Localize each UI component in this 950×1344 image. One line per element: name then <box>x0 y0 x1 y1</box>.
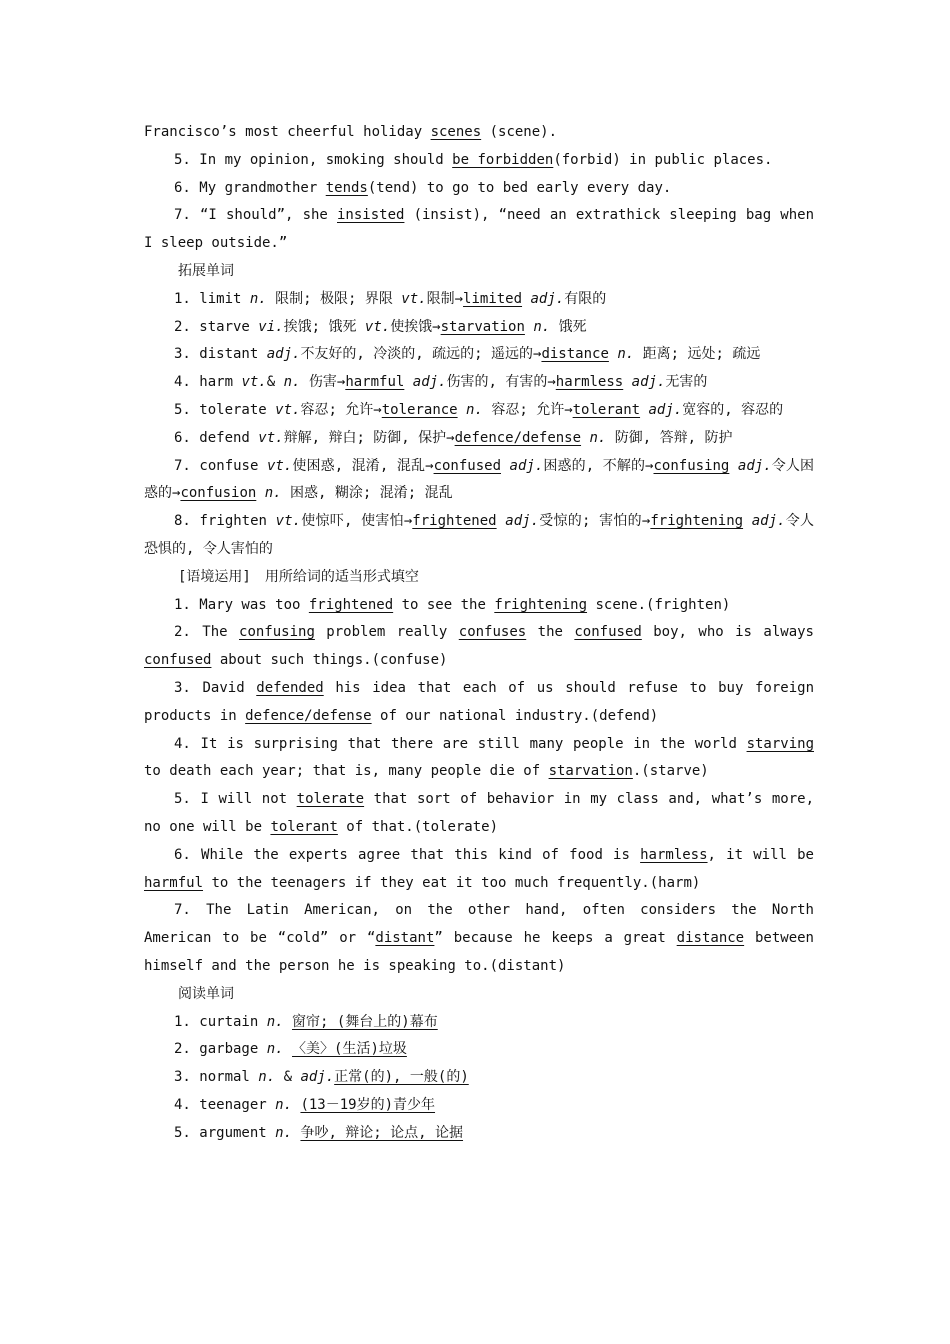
answer-blank: harmless <box>640 846 708 863</box>
practice-item <box>144 731 814 787</box>
part-of-speech: n. <box>275 1096 293 1113</box>
practice-item <box>144 842 814 898</box>
part-of-speech: n. <box>275 1124 293 1141</box>
vocab-item <box>144 369 814 397</box>
answer-blank: (13－19岁的)青少年 <box>300 1096 436 1113</box>
answer-blank: insisted <box>337 207 405 224</box>
text-segment: 困惑的, 不解的→ <box>543 457 654 474</box>
answer-blank: distance <box>676 930 745 947</box>
answer-blank: frightening <box>650 513 744 530</box>
section-heading-extended-words: 拓展单词 <box>178 262 234 279</box>
answer-blank: 〈美〉(生活)垃圾 <box>292 1041 407 1058</box>
answer-blank: confused <box>574 624 642 641</box>
text-segment: 防御, 答辩, 防护 <box>606 429 733 446</box>
text-segment: 无害的 <box>665 374 708 391</box>
part-of-speech: adj. <box>505 513 539 530</box>
text-segment <box>284 1041 292 1057</box>
part-of-speech: vt. <box>275 513 301 530</box>
part-of-speech: n. <box>266 1041 284 1058</box>
practice-item <box>144 675 814 731</box>
answer-blank: harmless <box>555 374 624 391</box>
practice-item <box>144 897 814 980</box>
text-segment: about such things.(confuse) <box>211 652 448 669</box>
text-segment: 使困惑, 混淆, 混乱→ <box>292 457 434 474</box>
text-segment: & <box>266 374 284 391</box>
answer-blank: tolerant <box>270 818 338 835</box>
answer-blank: starving <box>746 735 814 752</box>
text-segment: 使惊吓, 使害怕→ <box>300 513 413 530</box>
text-segment: (insist), “need an extrathick sleeping bag when I sleep outside.” <box>144 207 814 252</box>
text-segment: 宽容的, 容忍的 <box>682 401 784 418</box>
vocab-item <box>144 286 814 314</box>
part-of-speech: n. <box>589 429 607 446</box>
text-segment: to see the <box>393 596 495 613</box>
text-segment: between himself and the person he is speaking to.(distant) <box>144 930 814 974</box>
text-segment <box>256 485 264 501</box>
part-of-speech: adj. <box>412 374 447 391</box>
part-of-speech: n. <box>249 290 267 307</box>
section-heading-reading-words: 阅读单词 <box>178 985 234 1002</box>
text-segment: 4. It is surprising that there are still many people in the world <box>174 735 747 752</box>
vocab-item <box>144 397 814 425</box>
answer-blank: confusing <box>653 457 730 474</box>
text-segment: 受惊的; 害怕的→ <box>539 513 651 530</box>
text-segment: 1. curtain <box>174 1013 267 1030</box>
part-of-speech: vt. <box>258 429 284 446</box>
text-segment: the <box>526 624 575 641</box>
text-segment: 距离; 远处; 疏远 <box>634 346 761 363</box>
answer-blank: distant <box>375 930 435 947</box>
answer-blank: tolerate <box>296 791 365 808</box>
answer-blank: starvation <box>548 763 633 780</box>
part-of-speech: n. <box>264 485 282 502</box>
text-segment: 5. argument <box>174 1124 276 1141</box>
answer-blank: confuses <box>458 624 527 641</box>
answer-blank: confused <box>144 652 212 669</box>
part-of-speech: adj. <box>648 401 683 418</box>
text-segment <box>497 513 506 529</box>
answer-blank: frightening <box>494 596 588 613</box>
text-segment: (forbid) in public places. <box>553 151 773 168</box>
context-line <box>144 119 814 147</box>
answer-blank: 正常(的), 一般(的) <box>334 1069 469 1086</box>
text-segment: 容忍; 允许→ <box>300 401 382 418</box>
answer-blank: frightened <box>308 596 394 613</box>
text-segment: of that.(tolerate) <box>337 818 499 835</box>
text-segment <box>743 513 752 529</box>
part-of-speech: n. <box>258 1069 276 1086</box>
text-segment <box>458 402 466 418</box>
text-segment: scene.(frighten) <box>587 596 731 613</box>
text-segment: 使挨饿→ <box>390 318 441 335</box>
part-of-speech: vt. <box>364 318 391 335</box>
text-segment: 2. The <box>174 624 240 641</box>
text-segment <box>501 458 510 474</box>
text-segment: 饿死 <box>550 318 587 335</box>
text-segment: that sort of behavior in my class and, what’s more, no one will be <box>144 791 814 835</box>
part-of-speech: adj. <box>530 290 565 307</box>
reading-word-item <box>144 1064 814 1092</box>
answer-blank: harmful <box>144 874 204 891</box>
text-segment: , it will be <box>707 846 814 863</box>
part-of-speech: adj. <box>266 346 301 363</box>
reading-word-item <box>144 1120 814 1148</box>
answer-blank: confusing <box>239 624 315 641</box>
context-line <box>144 202 814 258</box>
context-line <box>144 147 814 175</box>
text-segment: 6. While the experts agree that this kind of food is <box>174 846 641 863</box>
text-segment: 2. garbage <box>174 1041 267 1058</box>
text-segment: 不友好的, 冷淡的, 疏远的; 遥远的→ <box>300 346 542 363</box>
answer-blank: defence/defense <box>245 707 372 724</box>
text-segment: problem really <box>314 624 459 641</box>
practice-list <box>144 592 814 981</box>
text-segment <box>640 402 648 418</box>
text-segment: 有限的 <box>564 290 607 307</box>
text-segment: 5. I will not <box>174 791 297 808</box>
answer-blank: tends <box>325 179 368 196</box>
text-segment: 挨饿; 饿死 <box>283 318 365 335</box>
answer-blank: limited <box>463 290 523 307</box>
text-segment: 令人困惑的→ <box>144 457 814 502</box>
text-segment <box>404 374 412 390</box>
part-of-speech: vt. <box>401 290 427 307</box>
text-segment: 7. “I should”, she <box>174 207 337 224</box>
vocab-item <box>144 341 814 369</box>
text-segment: 令人恐惧的, 令人害怕的 <box>144 513 814 557</box>
part-of-speech: vt. <box>266 457 293 474</box>
text-segment: 1. limit <box>174 290 250 307</box>
text-segment: (tend) to go to bed early every day. <box>367 179 672 196</box>
text-segment: to the teenagers if they eat it too much frequently.(harm) <box>203 874 701 891</box>
answer-blank: frightened <box>412 513 497 530</box>
part-of-speech: n. <box>617 346 635 363</box>
vocab-item <box>144 508 814 564</box>
answer-blank: confusion <box>180 485 257 502</box>
text-segment: 容忍; 允许→ <box>482 401 573 418</box>
extended-words-list <box>144 286 814 564</box>
answer-blank: defence/defense <box>454 429 582 446</box>
answer-blank: defended <box>256 679 324 696</box>
text-segment: boy, who is always <box>641 624 814 641</box>
answer-blank: 窗帘; (舞台上的)幕布 <box>292 1013 438 1030</box>
part-of-speech: adj. <box>300 1069 335 1086</box>
answer-blank: tolerance <box>381 401 458 418</box>
answer-blank: be forbidden <box>452 151 554 168</box>
text-segment: 伤害→ <box>300 374 346 391</box>
answer-blank: scenes <box>430 124 482 140</box>
text-segment: 限制→ <box>426 290 464 307</box>
text-segment <box>284 1014 292 1030</box>
answer-blank: harmful <box>345 374 405 391</box>
text-segment: 2. starve <box>174 318 259 335</box>
text-segment: to death each year; that is, many people die of <box>144 763 549 780</box>
text-segment: 5. tolerate <box>174 401 276 418</box>
part-of-speech: adj. <box>751 513 786 530</box>
text-segment: of our national industry.(defend) <box>371 707 659 724</box>
text-segment: 7. confuse <box>174 457 267 474</box>
text-segment: 3. normal <box>174 1069 259 1086</box>
text-segment: ” because he keeps a great <box>434 930 677 947</box>
context-exercise-block <box>144 119 814 258</box>
practice-item <box>144 786 814 842</box>
context-line <box>144 175 814 203</box>
text-segment <box>729 458 738 474</box>
text-segment: (scene). <box>481 124 558 140</box>
text-segment: 限制; 极限; 界限 <box>266 290 402 307</box>
text-segment: & <box>275 1069 301 1086</box>
practice-item <box>144 592 814 620</box>
reading-word-item <box>144 1036 814 1064</box>
part-of-speech: n. <box>466 401 483 418</box>
text-segment: 4. harm <box>174 374 242 391</box>
text-segment: 困惑, 糊涂; 混淆; 混乱 <box>281 485 453 502</box>
answer-blank: 争吵, 辩论; 论点, 论据 <box>300 1124 464 1141</box>
part-of-speech: adj. <box>509 457 544 474</box>
answer-blank: distance <box>541 346 609 363</box>
text-segment: 8. frighten <box>174 513 276 530</box>
text-segment: his idea that each of us should refuse to buy foreign products in <box>144 679 815 724</box>
section-heading-practice: [语境运用] 用所给词的适当形式填空 <box>178 568 419 585</box>
part-of-speech: vt. <box>275 401 301 418</box>
vocab-item <box>144 425 814 453</box>
text-segment: 6. defend <box>174 429 259 446</box>
part-of-speech: n. <box>283 374 301 391</box>
vocab-item <box>144 314 814 342</box>
reading-word-item <box>144 1092 814 1120</box>
text-segment: 7. The Latin American, on the other hand, often considers the North American to be “cold” or “ <box>144 902 814 947</box>
part-of-speech: n. <box>533 318 551 335</box>
part-of-speech: n. <box>266 1013 284 1030</box>
part-of-speech: adj. <box>737 457 772 474</box>
reading-word-item <box>144 1009 814 1037</box>
part-of-speech: adj. <box>631 374 666 391</box>
vocab-item <box>144 453 814 509</box>
text-segment: 4. teenager <box>174 1096 276 1113</box>
answer-blank: confused <box>433 457 501 474</box>
text-segment: .(starve) <box>632 763 709 780</box>
part-of-speech: vi. <box>258 318 284 335</box>
text-segment: 辩解, 辩白; 防御, 保护→ <box>283 429 455 446</box>
answer-blank: starvation <box>440 318 525 335</box>
text-segment <box>623 374 631 390</box>
text-segment: 伤害的, 有害的→ <box>446 374 556 391</box>
document-page <box>144 119 814 1147</box>
part-of-speech: vt. <box>241 374 267 391</box>
text-segment: Francisco’s most cheerful holiday <box>144 124 431 140</box>
text-segment: 6. My grandmother <box>174 179 326 196</box>
text-segment: 3. David <box>174 679 257 696</box>
practice-item <box>144 619 814 675</box>
answer-blank: tolerant <box>572 401 641 418</box>
reading-words-list <box>144 1009 814 1148</box>
text-segment: 5. In my opinion, smoking should <box>174 151 453 168</box>
text-segment: 1. Mary was too <box>174 596 309 613</box>
text-segment: 3. distant <box>174 346 267 363</box>
